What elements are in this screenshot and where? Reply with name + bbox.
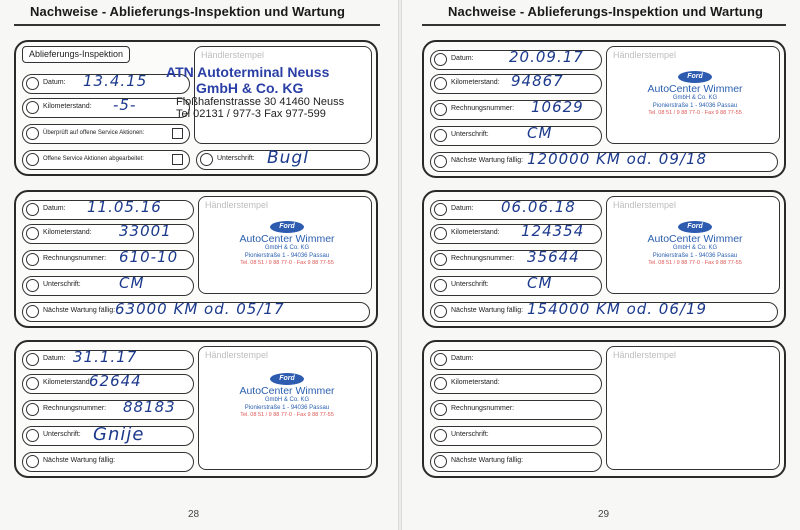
radio-icon[interactable] [434, 203, 447, 216]
field-value: 120000 KM od. 09/18 [527, 150, 708, 168]
field-label: Nächste Wartung fällig: [451, 157, 524, 164]
dealer-stamp-area [198, 346, 372, 470]
field-value: 35644 [527, 248, 580, 266]
signature-label: Unterschrift: [217, 155, 255, 162]
field-label: Rechnungsnummer: [43, 405, 107, 412]
dealer-street: Pionierstraße 1 - 94036 Passau [244, 404, 330, 411]
ford-logo-icon: Ford [270, 373, 304, 385]
stamp-label: Händlerstempel [613, 350, 677, 360]
field-value: CM [527, 274, 553, 292]
field-label: Kilometerstand: [43, 103, 92, 110]
header-rule [422, 24, 786, 26]
field-value: 154000 KM od. 06/19 [527, 300, 708, 318]
field-value: Gnije [93, 424, 145, 445]
field-label: Rechnungsnummer: [451, 255, 515, 262]
field-value: 63000 KM od. 05/17 [115, 300, 285, 318]
field-unterschrift[interactable] [22, 276, 194, 296]
dealer-name: AutoCenter Wimmer [647, 233, 743, 245]
header-rule [14, 24, 380, 26]
stamp-label: Händlerstempel [201, 50, 265, 60]
field-rechnungsnummer[interactable] [430, 400, 602, 420]
radio-icon[interactable] [434, 403, 447, 416]
dealer-name: AutoCenter Wimmer [647, 83, 743, 95]
field-datum[interactable] [22, 200, 194, 220]
radio-icon[interactable] [26, 429, 39, 442]
stamp-label: Händlerstempel [613, 200, 677, 210]
radio-icon[interactable] [26, 153, 39, 166]
page-header: Nachweise - Ablieferungs-Inspektion und Wartung [448, 4, 764, 19]
field-label: Kilometerstand: [451, 229, 500, 236]
field-value: 33001 [119, 222, 172, 240]
field-label: Kilometerstand: [43, 379, 92, 386]
dealer-stamp [217, 215, 357, 267]
field-label: Unterschrift: [43, 281, 81, 288]
field-service-checked[interactable] [22, 124, 190, 144]
maintenance-record [422, 40, 786, 178]
radio-icon[interactable] [26, 253, 39, 266]
maintenance-record [422, 190, 786, 328]
field-naechste-wartung[interactable] [22, 302, 370, 322]
dealer-stamp-area [606, 346, 780, 470]
atn-line-4: Tel 02131 / 977-3 Fax 977-599 [176, 108, 326, 120]
dealer-name: AutoCenter Wimmer [239, 385, 335, 397]
field-label: Unterschrift: [451, 281, 489, 288]
field-label: Kilometerstand: [43, 229, 92, 236]
atn-line-3: Floßhafenstrasse 30 41460 Neuss [176, 96, 345, 108]
field-rechnungsnummer[interactable] [22, 400, 194, 420]
field-rechnungsnummer[interactable] [430, 100, 602, 120]
field-label: Datum: [451, 205, 474, 212]
field-label: Datum: [43, 205, 66, 212]
field-label: Kilometerstand: [451, 379, 500, 386]
dealer-stamp-area [198, 196, 372, 294]
stamp-label: Händlerstempel [205, 350, 269, 360]
field-value: 88183 [123, 398, 176, 416]
radio-icon[interactable] [434, 305, 447, 318]
field-kilometerstand[interactable] [22, 374, 194, 394]
atn-stamp [166, 64, 376, 120]
field-label: Überprüft auf offene Service Aktionen: [43, 130, 145, 136]
field-label: Datum: [43, 79, 66, 86]
delivery-inspection-record [14, 40, 378, 176]
radio-icon[interactable] [434, 279, 447, 292]
field-label: Rechnungsnummer: [451, 105, 515, 112]
field-label: Kilometerstand: [451, 79, 500, 86]
dealer-stamp-area [606, 196, 780, 294]
field-naechste-wartung[interactable] [430, 302, 778, 322]
dealer-phone: Tel. 08 51 / 9 88 77-0 · Fax 9 88 77-55 [648, 110, 742, 116]
field-unterschrift[interactable] [430, 426, 602, 446]
field-value: 94867 [511, 72, 564, 90]
atn-line-2: GmbH & Co. KG [196, 80, 304, 96]
stamp-label: Händlerstempel [613, 50, 677, 60]
signature-field[interactable] [196, 150, 370, 170]
field-datum[interactable] [22, 74, 190, 94]
radio-icon[interactable] [26, 127, 39, 140]
field-label: Unterschrift: [451, 431, 489, 438]
dealer-stamp [625, 65, 765, 117]
dealer-phone: Tel. 08 51 / 9 88 77-0 · Fax 9 88 77-55 [240, 260, 334, 266]
delivery-inspection-title: Ablieferungs-Inspektion [22, 46, 130, 63]
radio-icon[interactable] [26, 203, 39, 216]
field-label: Unterschrift: [43, 431, 81, 438]
dealer-phone: Tel. 08 51 / 9 88 77-0 · Fax 9 88 77-55 [240, 412, 334, 418]
field-kilometerstand[interactable] [22, 224, 194, 244]
field-value: 124354 [521, 222, 585, 240]
field-label: Unterschrift: [451, 131, 489, 138]
field-value: 11.05.16 [87, 198, 162, 216]
ford-logo-icon: Ford [678, 221, 712, 233]
radio-icon[interactable] [26, 279, 39, 292]
field-rechnungsnummer[interactable] [430, 250, 602, 270]
dealer-name: AutoCenter Wimmer [239, 233, 335, 245]
field-label: Rechnungsnummer: [43, 255, 107, 262]
field-label: Nächste Wartung fällig: [43, 457, 116, 464]
maintenance-record [422, 340, 786, 478]
field-kilometerstand[interactable] [430, 224, 602, 244]
radio-icon[interactable] [434, 103, 447, 116]
radio-icon[interactable] [434, 353, 447, 366]
radio-icon[interactable] [26, 377, 39, 390]
radio-icon[interactable] [434, 455, 447, 468]
field-label: Datum: [451, 55, 474, 62]
field-value: 10629 [531, 98, 584, 116]
field-kilometerstand[interactable] [430, 74, 602, 94]
maintenance-record [14, 190, 378, 328]
field-value: 31.1.17 [73, 348, 138, 366]
radio-icon[interactable] [434, 53, 447, 66]
ford-logo-icon: Ford [270, 221, 304, 233]
radio-icon[interactable] [26, 101, 39, 114]
field-unterschrift[interactable] [22, 426, 194, 446]
radio-icon[interactable] [26, 455, 39, 468]
stamp-label: Händlerstempel [205, 200, 269, 210]
field-naechste-wartung[interactable] [22, 452, 194, 472]
dealer-street: Pionierstraße 1 - 94036 Passau [244, 252, 330, 259]
field-datum[interactable] [22, 350, 194, 370]
radio-icon[interactable] [434, 429, 447, 442]
radio-icon[interactable] [26, 77, 39, 90]
radio-icon[interactable] [434, 253, 447, 266]
radio-icon[interactable] [434, 377, 447, 390]
radio-icon[interactable] [26, 227, 39, 240]
field-value: CM [119, 274, 145, 292]
right-page [402, 0, 800, 530]
field-value: 62644 [89, 372, 142, 390]
field-value: 13.4.15 [83, 72, 148, 90]
dealer-stamp-area [606, 46, 780, 144]
dealer-street: Pionierstraße 1 - 94036 Passau [652, 252, 738, 259]
field-value: -5- [113, 96, 137, 114]
radio-icon[interactable] [200, 153, 213, 166]
field-naechste-wartung[interactable] [430, 152, 778, 172]
dealer-phone: Tel. 08 51 / 9 88 77-0 · Fax 9 88 77-55 [648, 260, 742, 266]
checkbox[interactable] [172, 128, 183, 139]
field-label: Offene Service Aktionen abgearbeitet: [43, 156, 144, 162]
field-rechnungsnummer[interactable] [22, 250, 194, 270]
radio-icon[interactable] [26, 403, 39, 416]
field-value: CM [527, 124, 553, 142]
dealer-company: GmbH & Co. KG [264, 397, 310, 403]
field-kilometerstand[interactable] [22, 98, 190, 118]
field-value: 20.09.17 [509, 48, 584, 66]
field-naechste-wartung[interactable] [430, 452, 602, 472]
dealer-company: GmbH & Co. KG [672, 95, 718, 101]
field-label: Rechnungsnummer: [451, 405, 515, 412]
ford-logo-icon: Ford [678, 71, 712, 83]
dealer-company: GmbH & Co. KG [264, 245, 310, 251]
field-value: 06.06.18 [501, 198, 576, 216]
dealer-stamp [625, 215, 765, 267]
page-header: Nachweise - Ablieferungs-Inspektion und Wartung [30, 4, 346, 19]
field-label: Datum: [43, 355, 66, 362]
radio-icon[interactable] [26, 305, 39, 318]
radio-icon[interactable] [434, 129, 447, 142]
radio-icon[interactable] [26, 353, 39, 366]
field-label: Nächste Wartung fällig: [451, 457, 524, 464]
dealer-stamp [217, 367, 357, 419]
radio-icon[interactable] [434, 227, 447, 240]
dealer-company: GmbH & Co. KG [672, 245, 718, 251]
field-datum[interactable] [430, 50, 602, 70]
field-unterschrift[interactable] [430, 276, 602, 296]
field-datum[interactable] [430, 200, 602, 220]
field-service-done[interactable] [22, 150, 190, 170]
field-datum[interactable] [430, 350, 602, 370]
field-kilometerstand[interactable] [430, 374, 602, 394]
page-number: 28 [188, 509, 200, 520]
field-unterschrift[interactable] [430, 126, 602, 146]
maintenance-record [14, 340, 378, 478]
page-number: 29 [598, 509, 610, 520]
field-label: Datum: [451, 355, 474, 362]
atn-line-1: ATN Autoterminal Neuss [166, 64, 330, 80]
field-label: Nächste Wartung fällig: [43, 307, 116, 314]
field-value: 610-10 [119, 248, 179, 266]
dealer-street: Pionierstraße 1 - 94036 Passau [652, 102, 738, 109]
field-label: Nächste Wartung fällig: [451, 307, 524, 314]
checkbox[interactable] [172, 154, 183, 165]
signature-value: Bugl [267, 148, 309, 168]
left-page [0, 0, 398, 530]
radio-icon[interactable] [434, 77, 447, 90]
radio-icon[interactable] [434, 155, 447, 168]
